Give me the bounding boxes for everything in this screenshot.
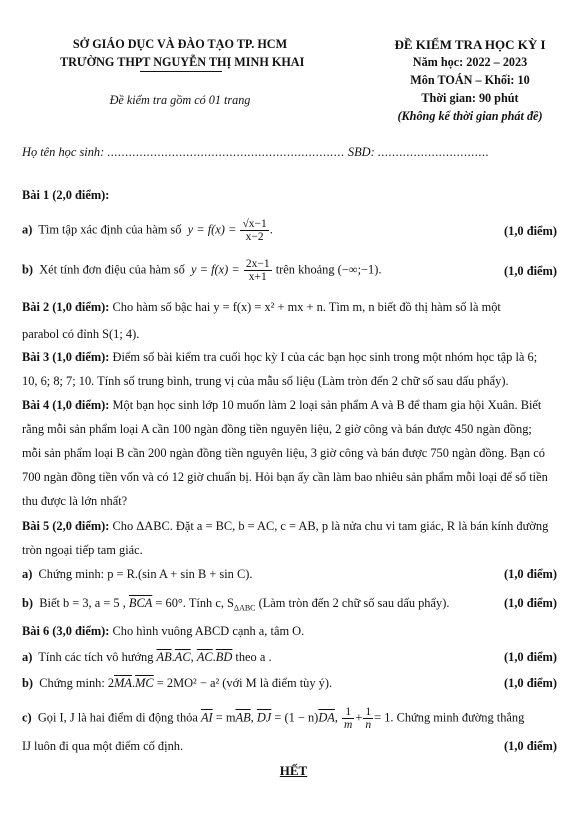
duration: Thời gian: 90 phút	[421, 91, 519, 105]
problem-1b-func: y = f(x) =	[191, 262, 240, 277]
problem-1a-fraction	[240, 218, 268, 243]
vector-da: $\overline{DA}$	[318, 710, 335, 725]
comma-2: ,	[334, 710, 342, 725]
vector-ab-2: $\overline{AB}$	[235, 710, 251, 725]
fraction-1-num: 1	[342, 706, 354, 719]
problem-4-title: Bài 4 (1,0 điểm):	[22, 398, 110, 412]
problem-1a-denominator: x−2	[245, 231, 264, 243]
school-year: Năm học: 2022 – 2023	[412, 55, 528, 69]
problem-6c-points: (1,0 điểm)	[504, 739, 557, 753]
vector-ab: $\overline{AB}$	[156, 650, 172, 664]
vector-mc: $\overline{MC}$	[135, 676, 154, 690]
fraction-2-den: n	[365, 719, 372, 731]
sbd-dots: ...............................	[377, 145, 490, 159]
problem-4-line3: mỗi sản phẩm loại B cần 200 ngàn đồng tiền nguyên liệu, 3 giờ công và bán được 750 ngàn đồng. Bạn có	[22, 446, 545, 460]
problem-1a-label: a)	[22, 222, 33, 237]
vector-ac-2: $\overline{AC}$	[196, 650, 213, 664]
problem-1b-label: b)	[22, 262, 34, 277]
fraction-2-num: 1	[365, 706, 372, 718]
problem-5b	[22, 596, 449, 615]
duration-note: (Không kể thời gian phát đề)	[397, 109, 543, 123]
problem-2-line2: parabol có đỉnh S(1; 4).	[22, 327, 140, 341]
problem-5a-text: Chứng minh: p = R.(sin A + sin B + sin C).	[38, 567, 253, 581]
problem-1-title: Bài 1 (2,0 điểm):	[22, 188, 110, 202]
problem-5b-points: (1,0 điểm)	[504, 596, 557, 610]
end-mark: HẾT	[279, 763, 308, 778]
problem-3-line1	[22, 350, 537, 365]
problem-6c-text1: Gọi I, J là hai điểm di động thỏa	[37, 710, 201, 725]
problem-4-line4: 700 ngàn đồng tiền vốn và có 12 giờ chuẩn bị. Hỏi bạn ấy cần làm bao nhiêu sản phẩm mỗi loại để số tiền	[22, 470, 548, 484]
subject: Môn TOÁN – Khối: 10	[410, 73, 530, 87]
student-name-dots: ..................................................................	[107, 145, 345, 159]
problem-2-title: Bài 2 (1,0 điểm):	[22, 300, 110, 314]
school-name: TRƯỜNG THPT NGUYỄN THỊ MINH KHAI	[60, 55, 305, 69]
sbd-label: SBD:	[347, 145, 375, 159]
problem-1b-text: Xét tính đơn điệu của hàm số	[39, 262, 185, 277]
vector-dj: $\overline{DJ}$	[256, 710, 272, 725]
vector-ma: $\overline{MA}$	[114, 676, 132, 690]
problem-3-title: Bài 3 (1,0 điểm):	[22, 350, 110, 364]
fraction-1-den: m	[344, 719, 353, 731]
problem-6b-text1: Chứng minh: 2	[39, 676, 115, 690]
problem-1b	[22, 258, 381, 283]
problem-1a-text: Tìm tập xác định của hàm số	[38, 222, 182, 237]
problem-4-line1	[22, 398, 541, 413]
problem-1a-func: y = f(x) =	[187, 222, 237, 237]
problem-6a-label: a)	[22, 650, 33, 664]
problem-6b-label: b)	[22, 676, 34, 690]
problem-6a	[22, 650, 272, 665]
problem-5-title: Bài 5 (2,0 điểm):	[22, 519, 110, 533]
problem-6b-points: (1,0 điểm)	[504, 676, 557, 690]
problem-5b-angle: $\overline{BCA}$	[128, 596, 153, 610]
problem-1b-points: (1,0 điểm)	[504, 264, 557, 278]
problem-4-line2: rằng mỗi sản phẩm loại A cần 100 ngàn đồng tiền nguyên liệu, 2 giờ công và bán được 450 ngàn đồng;	[22, 422, 532, 436]
fraction-1-over-m	[342, 706, 354, 731]
problem-6-title: Bài 6 (3,0 điểm):	[22, 624, 110, 638]
problem-3-line2: 10, 6; 8; 7; 10. Tính số trung bình, trung vị của mẫu số liệu (Làm tròn đến 2 chữ số sau dấu phẩy).	[22, 374, 509, 388]
problem-6a-points: (1,0 điểm)	[504, 650, 557, 664]
problem-5a	[22, 567, 252, 582]
problem-5b-text3: (Làm tròn đến 2 chữ số sau dấu phẩy).	[255, 596, 450, 610]
problem-1a-points: (1,0 điểm)	[504, 224, 557, 238]
problem-1b-fraction	[244, 258, 272, 283]
problem-5b-label: b)	[22, 596, 34, 610]
problem-1a: a) Tìm tập xác định của hàm số y = f(x) = $\frac{√x-1}{x-2}$ .	[22, 218, 273, 243]
student-info-line	[22, 145, 489, 160]
student-name-label: Họ tên học sinh:	[22, 145, 105, 159]
header-underline-left	[140, 71, 222, 72]
problem-5a-points: (1,0 điểm)	[504, 567, 557, 581]
problem-5-line2: tròn ngoại tiếp tam giác.	[22, 543, 143, 557]
problem-6b-text2: = 2MO² − a² (với M là điểm tùy ý).	[153, 676, 333, 690]
problem-6c-text2: = 1. Chứng minh đường thẳng	[374, 710, 525, 725]
department-name: SỞ GIÁO DỤC VÀ ĐÀO TẠO TP. HCM	[72, 37, 288, 51]
problem-5-line1	[22, 519, 548, 534]
problem-1b-numerator: 2x−1	[245, 258, 270, 270]
problem-1a-numerator: √x−1	[242, 218, 267, 230]
vector-ac: $\overline{AC}$	[174, 650, 191, 664]
vector-ai: $\overline{AI}$	[200, 710, 213, 725]
problem-1b-tail: trên khoảng (−∞;−1).	[275, 262, 382, 277]
problem-6c	[22, 706, 524, 731]
dot-operator-2: .	[212, 650, 216, 664]
problem-6c-eq1: = m	[212, 710, 236, 725]
problem-1b-denominator: x+1	[248, 271, 267, 283]
dot-operator-3: .	[132, 676, 136, 690]
problem-2-text1: Cho hàm số bậc hai y = f(x) = x² + mx + n. Tìm m, n biết đồ thị hàm số là một	[112, 300, 501, 314]
problem-6-line1	[22, 624, 304, 639]
problem-6c-line2: IJ luôn đi qua một điểm cố định.	[22, 739, 184, 753]
fraction-1-over-n	[363, 706, 373, 731]
problem-5a-label: a)	[22, 567, 33, 581]
problem-4-line5: thu được là lớn nhất?	[22, 494, 128, 508]
exam-title: ĐỀ KIỂM TRA HỌC KỲ I	[394, 37, 546, 52]
problem-5b-subscript: ΔABC	[233, 603, 256, 613]
problem-4-text1: Một bạn học sinh lớp 10 muốn làm 2 loại sản phẩm A và B để tham gia hội Xuân. Biết	[112, 398, 542, 412]
problem-6c-label: c)	[22, 710, 32, 725]
problem-6-intro: Cho hình vuông ABCD cạnh a, tâm O.	[112, 624, 305, 638]
vector-bd: $\overline{BD}$	[215, 650, 233, 664]
problem-2-line1	[22, 300, 501, 315]
pages-note: Đề kiểm tra gồm có 01 trang	[109, 93, 251, 107]
comma: ,	[250, 710, 257, 725]
problem-5b-text1: Biết b = 3, a = 5 ,	[39, 596, 129, 610]
problem-3-text1: Điểm số bài kiểm tra cuối học kỳ I của các bạn học sinh trong một nhóm học tập là 6;	[112, 350, 538, 364]
problem-6c-eq2: = (1 − n)	[271, 710, 319, 725]
plus-sign: +	[355, 710, 363, 725]
separator: ,	[190, 650, 197, 664]
problem-5-text1: Cho ΔABC. Đặt a = BC, b = AC, c = AB, p là nửa chu vi tam giác, R là bán kính đường	[112, 519, 549, 533]
problem-6b	[22, 676, 332, 691]
dot-operator: .	[171, 650, 175, 664]
problem-6a-text2: theo a .	[232, 650, 272, 664]
problem-6a-text1: Tính các tích vô hướng	[38, 650, 157, 664]
problem-5b-text2: = 60°. Tính c, S	[152, 596, 234, 610]
